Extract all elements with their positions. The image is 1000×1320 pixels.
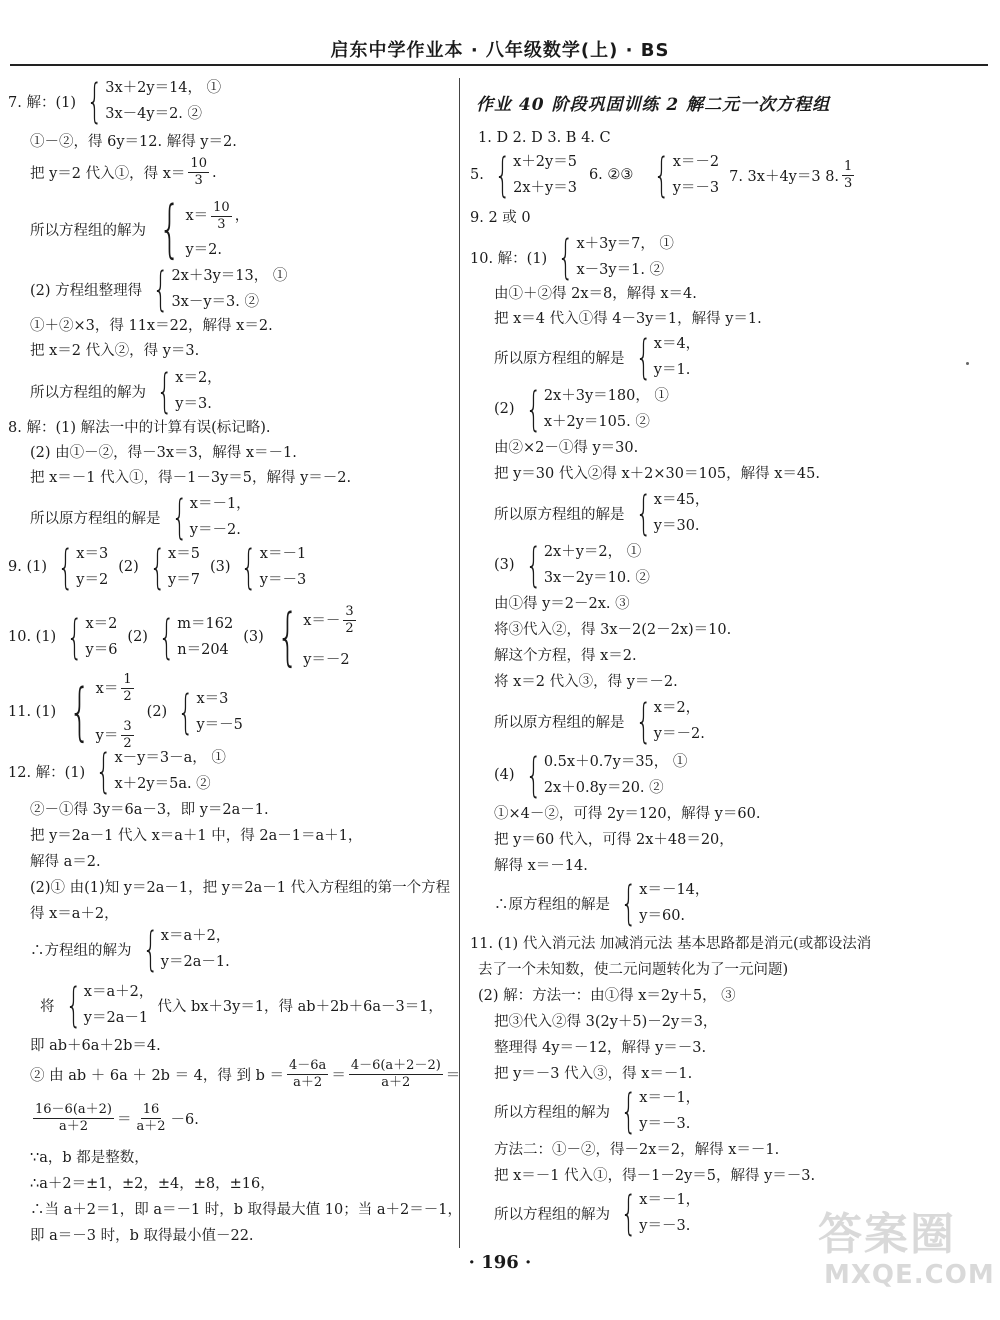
r10c-line4: 将 x＝2 代入③，得 y＝－2. xyxy=(494,674,678,690)
q12-line4: (2)① 由(1)知 y＝2a－1，把 y＝2a－1 代入方程组的第一个方程 xyxy=(30,880,451,896)
q12-solution: ∴方程组的解为 { x＝a＋2， y＝2a－1. xyxy=(30,922,231,976)
q12-system: 12. 解：(1) { x－y＝3－a， ① x＋2y＝5a. ② xyxy=(8,744,226,798)
q7-line1: ①－②，得 6y＝12. 解得 y＝2. xyxy=(30,134,237,150)
q7-system xyxy=(8,74,225,128)
fraction: $\frac{10}{3}$ xyxy=(190,156,207,188)
r11-line1: 11. (1) 代入消元法 加减消元法 基本思路都是消元(或都设法消 xyxy=(470,936,872,952)
q10-answers: 10. (1) { x＝2 y＝6 (2) { m＝162 n＝204 (3) { x＝－ $\frac{3}{2}$ y＝－2 xyxy=(8,599,354,673)
q8-line3: 把 x＝－1 代入①，得－1－3y＝5，解得 y＝－2. xyxy=(30,470,352,486)
q11-answers: 11. (1) { x＝ $\frac{1}{2}$ y＝ $\frac{3}{2}$ (2) { x＝3 y＝－5 xyxy=(8,672,243,751)
r10d-line1: ①×4－②，可得 2y＝120，解得 y＝60. xyxy=(494,806,761,822)
q12-line11: ∴当 a＋2＝1，即 a＝－1 时，b 取得最大值 10；当 a＋2＝－1， xyxy=(30,1202,462,1218)
r10d-solution: ∴原方程组的解是 { x＝－14， y＝60. xyxy=(494,876,710,930)
q7b-system: (2) 方程组整理得 { 2x＋3y＝13， ① 3x－y＝3. ② xyxy=(30,262,288,316)
r10b-line2: 把 y＝30 代入②得 x＋2×30＝105，解得 x＝45. xyxy=(494,466,820,482)
watermark xyxy=(818,1198,995,1310)
r10c-line1: 由①得 y＝2－2x. ③ xyxy=(494,596,630,612)
q7-eq2: 3x－4y＝2. ② xyxy=(105,106,203,122)
r10c-solution: 所以原方程组的解是 { x＝2， y＝－2. xyxy=(494,694,705,748)
r11b-solution: 所以方程组的解为 { x＝－1， y＝－3. xyxy=(494,1186,701,1240)
q9-answers: 9. (1) { x＝3 y＝2 (2) { x＝5 y＝7 (3) { x＝－1 y＝－3 xyxy=(8,540,307,594)
q12-line6: 即 ab＋6a＋2b＝4. xyxy=(30,1038,161,1054)
r-answers-5-8: 5. { x＋2y＝5 2x＋y＝3 6. ②③ { x＝－2 y＝－3 7. 3x＋4y＝3 8. $\frac{1}{3}$ xyxy=(470,148,853,202)
r11-line5: 整理得 4y＝－12，解得 y＝－3. xyxy=(494,1040,707,1056)
r10-system: 10. 解：(1) { x＋3y＝7， ① x－3y＝1. ② xyxy=(470,230,674,284)
q7-eq1: 3x＋2y＝14， ① xyxy=(105,80,222,96)
q12-substitute: 将 { x＝a＋2， y＝2a－1 代入 bx＋3y＝1，得 ab＋2b＋6a－3＝1， xyxy=(40,978,443,1032)
header-rule xyxy=(10,64,988,66)
r10c-system: (3) { 2x＋y＝2， ① 3x－2y＝10. ② xyxy=(494,538,650,592)
r11-line6: 把 y＝－3 代入③，得 x＝－1. xyxy=(494,1066,693,1082)
q7-label: 7. 解：(1) xyxy=(8,94,76,111)
q12-line2: 把 y＝2a－1 代入 x＝a＋1 中，得 2a－1＝a＋1， xyxy=(30,828,363,844)
q8-line2: (2) 由①－②，得－3x＝3，解得 x＝－1. xyxy=(30,445,297,461)
speck xyxy=(966,362,969,365)
q8-line1: 8. 解：(1) 解法一中的计算有误(标记略). xyxy=(8,420,271,436)
q12-line9: ∵a，b 都是整数， xyxy=(30,1150,149,1166)
r10b-system: (2) { 2x＋3y＝180， ① x＋2y＝105. ② xyxy=(494,382,669,436)
r10b-line1: 由②×2－①得 y＝30. xyxy=(494,440,639,456)
q12-line3: 解得 a＝2. xyxy=(30,854,101,870)
r-answers-1-4: 1. D 2. D 3. B 4. C xyxy=(478,130,611,146)
r10-line2: 把 x＝4 代入①得 4－3y＝1，解得 y＝1. xyxy=(494,311,762,327)
page-header: 启东中学作业本 · 八年级数学(上) · BS xyxy=(330,40,670,61)
q12-line8: $\frac{16-6(a+2)}{a+2}$ ＝ $\frac{16}{a+2}$ －6. xyxy=(35,1102,199,1134)
q12-line5: 得 x＝a＋2， xyxy=(30,906,119,922)
r11-solution: 所以方程组的解为 { x＝－1， y＝－3. xyxy=(494,1084,701,1138)
r10c-line2: 将③代入②，得 3x－2(2－2x)＝10. xyxy=(494,622,732,638)
q7-eqs: { 3x＋2y＝14， ① 3x－4y＝2. ② xyxy=(86,74,222,128)
r10d-line2: 把 y＝60 代入，可得 2x＋48＝20， xyxy=(494,832,734,848)
r11-line3: (2) 解：方法一：由①得 x＝2y＋5， ③ xyxy=(478,988,736,1004)
r11-line8: 把 x＝－1 代入①，得－1－2y＝5，解得 y＝－3. xyxy=(494,1168,816,1184)
r10-line1: 由①＋②得 2x＝8，解得 x＝4. xyxy=(494,286,697,302)
r-answer-9: 9. 2 或 0 xyxy=(470,210,531,226)
q12-line7: ② 由 ab ＋ 6a ＋ 2b ＝ 4，得 到 b ＝ $\frac{4-6a}{a+2}$ ＝ $\frac{4-6(a+2-2)}{a+2}$ ＝ xyxy=(30,1058,461,1090)
section-title: 作业 40 阶段巩固训练 2 解二元一次方程组 xyxy=(476,95,831,115)
r11-line7: 方法二：①－②，得－2x＝2，解得 x＝－1. xyxy=(494,1142,780,1158)
q12-line12: 即 a＝－3 时，b 取得最小值－22. xyxy=(30,1228,254,1244)
watermark-logo: 答案圈 xyxy=(818,1209,956,1260)
q7-line2: 把 y＝2 代入①，得 x＝ $\frac{10}{3}$ . xyxy=(30,156,217,188)
page-number: · 196 · xyxy=(468,1252,532,1273)
q12-line1: ②－①得 3y＝6a－3，即 y＝2a－1. xyxy=(30,802,269,818)
r10d-system: (4) { 0.5x＋0.7y＝35， ① 2x＋0.8y＝20. ② xyxy=(494,748,688,802)
r10b-solution: 所以原方程组的解是 { x＝45， y＝30. xyxy=(494,486,710,540)
r10c-line3: 解这个方程，得 x＝2. xyxy=(494,648,637,664)
r10-solution: 所以原方程组的解是 { x＝4， y＝1. xyxy=(494,330,701,384)
watermark-url: MXQE.COM xyxy=(824,1260,995,1290)
r11-line2: 去了一个未知数，使二元问题转化为了一元问题) xyxy=(478,962,789,978)
q12-line10: ∴a＋2＝±1，±2，±4，±8，±16， xyxy=(30,1176,275,1192)
q7b-solution: 所以方程组的解为 { x＝2， y＝3. xyxy=(30,364,222,418)
q7b-line2: 把 x＝2 代入②，得 y＝3. xyxy=(30,343,200,359)
q7b-line1: ①＋②×3，得 11x＝22，解得 x＝2. xyxy=(30,318,273,334)
q7-solution: 所以方程组的解为 { x＝ $\frac{10}{3}$ ， y＝2. xyxy=(30,192,250,265)
q8-solution: 所以原方程组的解是 { x＝－1， y＝－2. xyxy=(30,490,251,544)
r10d-line3: 解得 x＝－14. xyxy=(494,858,588,874)
r11-line4: 把③代入②得 3(2y＋5)－2y＝3， xyxy=(494,1014,718,1030)
